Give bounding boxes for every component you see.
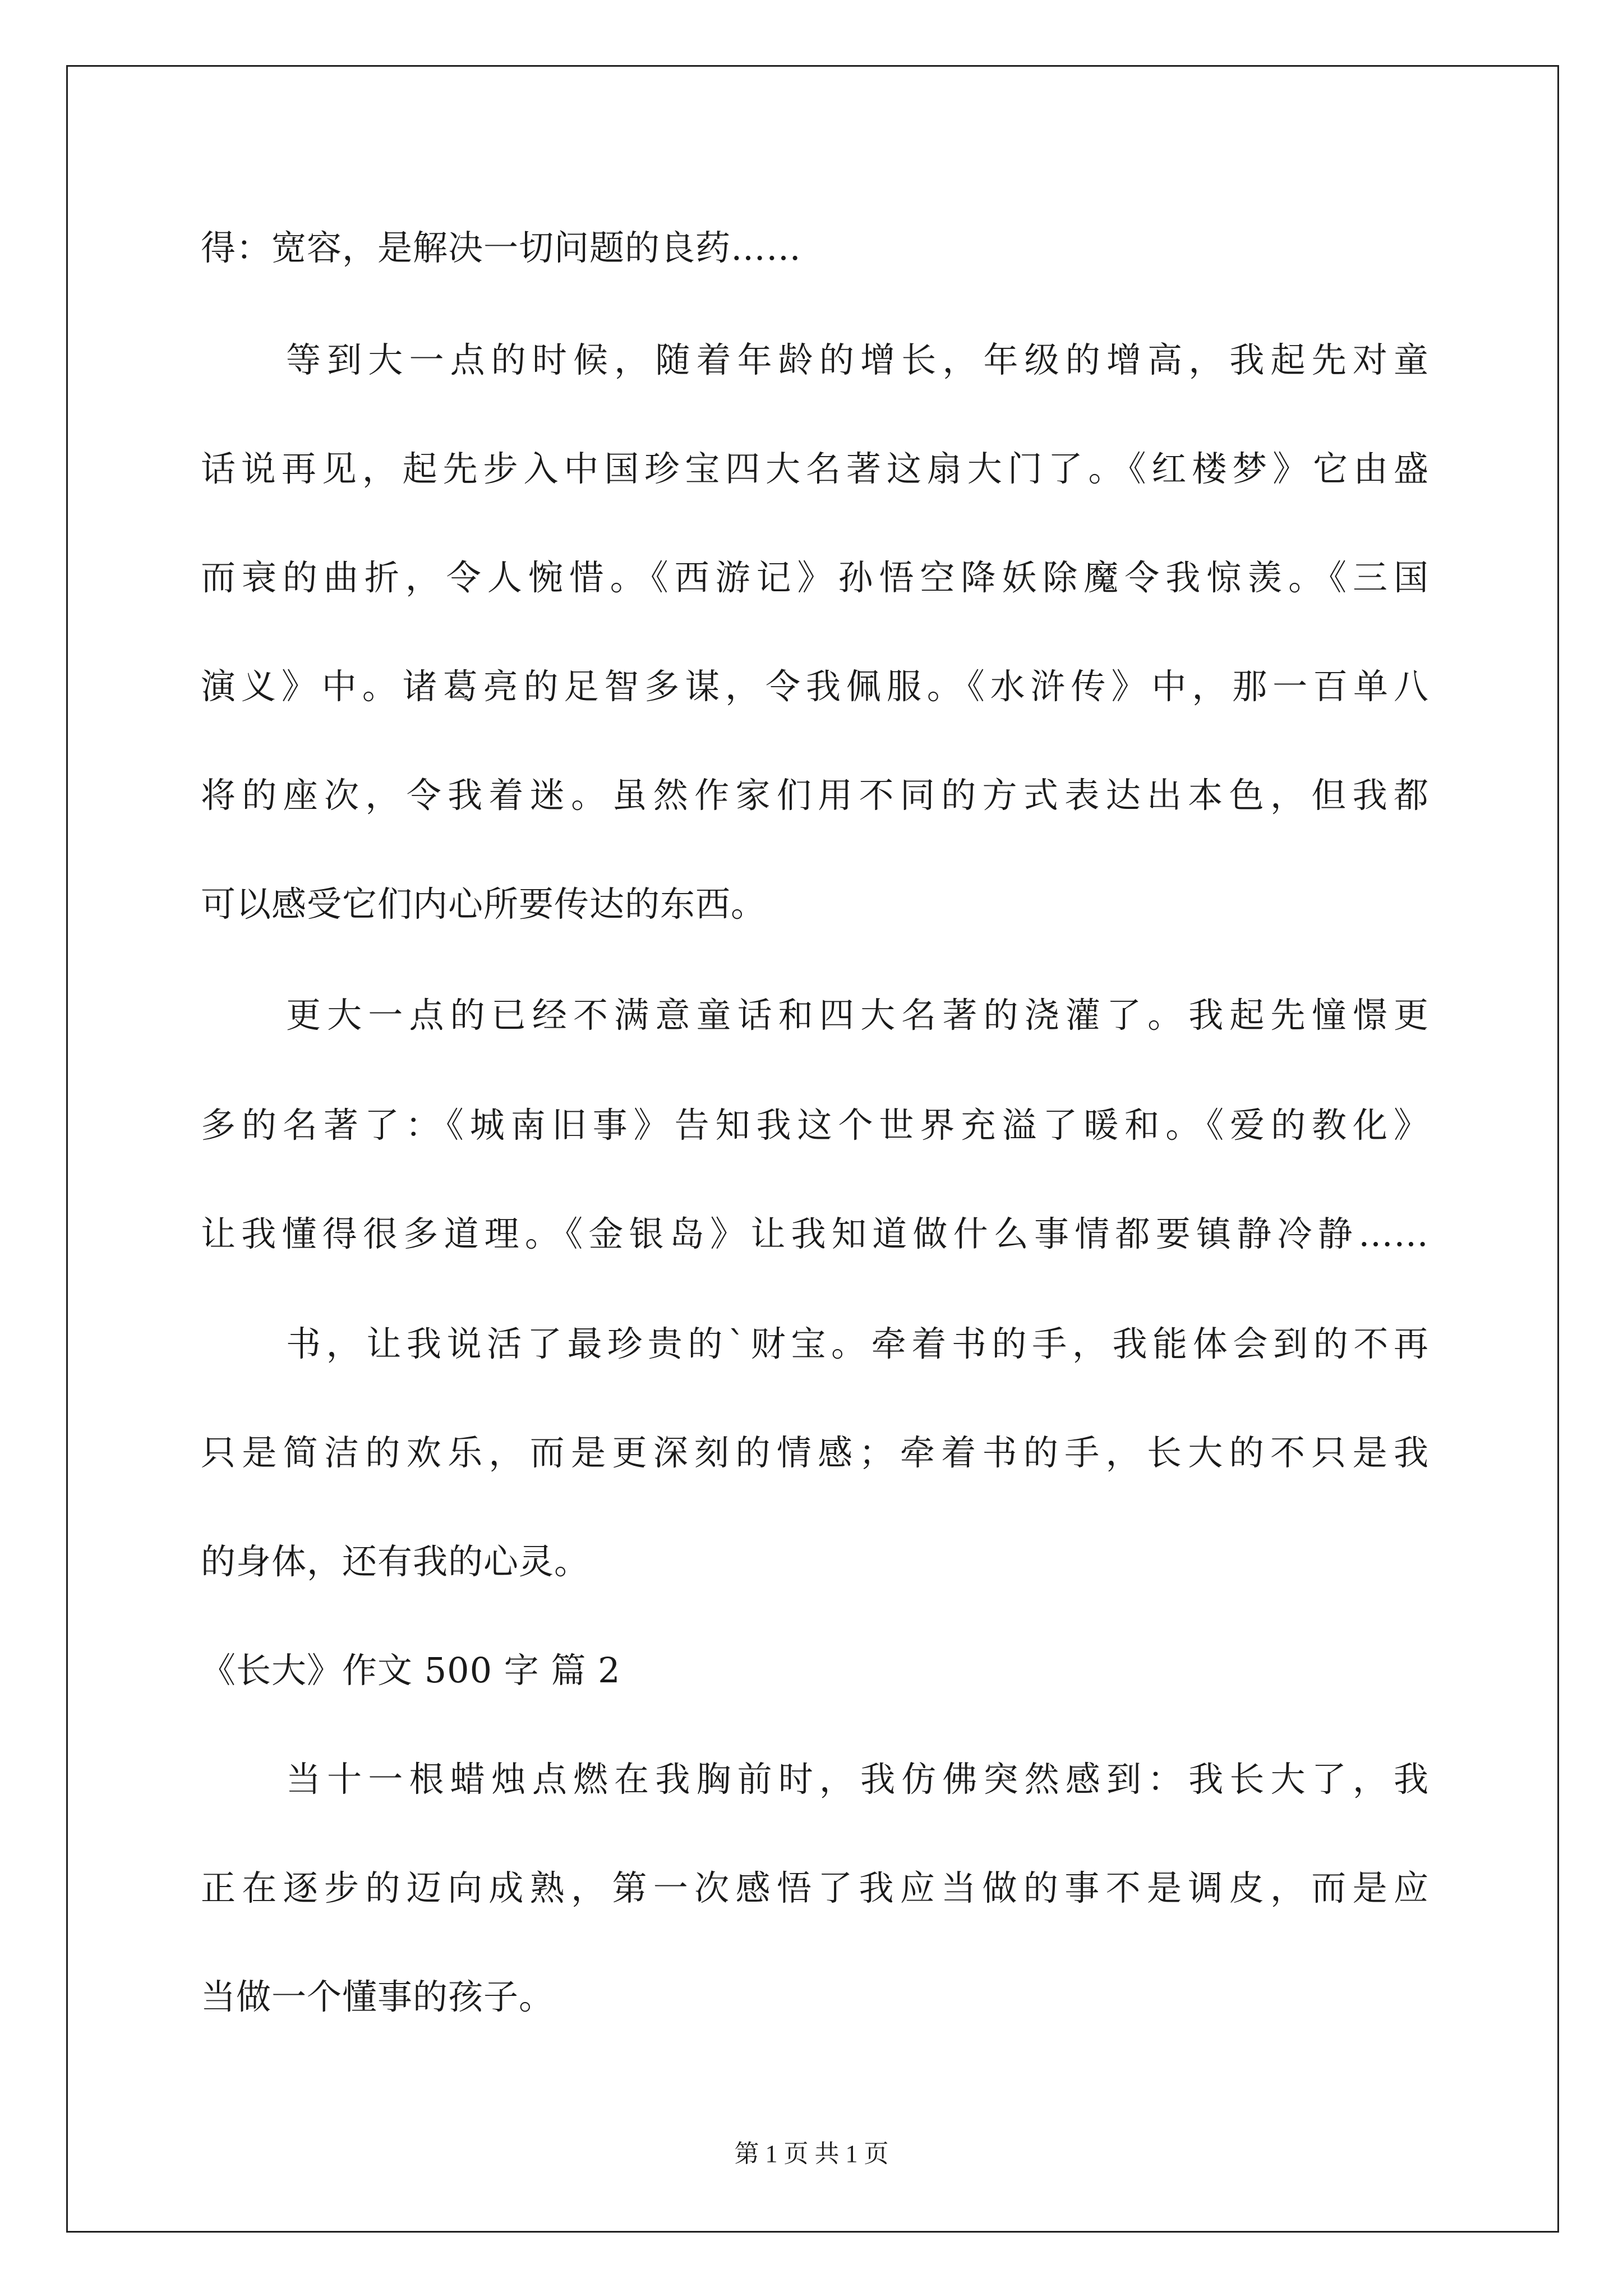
text-line: 得：宽容，是解决一切问题的良药…… <box>201 227 802 268</box>
text-line: 而衰的曲折，令人惋惜。《西游记》孙悟空降妖除魔令我惊羡。《三国 <box>201 557 1429 598</box>
text-line: 当十一根蜡烛点燃在我胸前时，我仿佛突然感到：我长大了，我 <box>286 1759 1429 1800</box>
text-line: 书，让我说活了最珍贵的`财宝。牵着书的手，我能体会到的不再 <box>286 1323 1429 1364</box>
text-line: 多的名著了：《城南旧事》告知我这个世界充溢了暖和。《爱的教化》 <box>201 1105 1429 1145</box>
text-line: 将的座次，令我着迷。虽然作家们用不同的方式表达出本色，但我都 <box>201 775 1429 816</box>
page-footer: 第 1 页 共 1 页 <box>734 2140 889 2168</box>
text-line: 话说再见，起先步入中国珍宝四大名著这扇大门了。《红楼梦》它由盛 <box>201 448 1429 489</box>
text-line: 只是简洁的欢乐，而是更深刻的情感；牵着书的手，长大的不只是我 <box>201 1432 1429 1473</box>
section-heading: 《长大》作文 500 字 篇 2 <box>201 1650 621 1691</box>
text-line: 等到大一点的时候，随着年龄的增长，年级的增高，我起先对童 <box>286 339 1429 380</box>
text-line: 当做一个懂事的孩子。 <box>201 1976 555 2017</box>
text-line: 的身体，还有我的心灵。 <box>201 1541 590 1582</box>
text-line: 更大一点的已经不满意童话和四大名著的浇灌了。我起先憧憬更 <box>286 995 1429 1036</box>
text-line: 可以感受它们内心所要传达的东西。 <box>201 884 767 924</box>
text-line: 演义》中。诸葛亮的足智多谋，令我佩服。《水浒传》中，那一百单八 <box>201 666 1429 707</box>
text-line: 正在逐步的迈向成熟，第一次感悟了我应当做的事不是调皮，而是应 <box>201 1867 1429 1908</box>
text-line: 让我懂得很多道理。《金银岛》让我知道做什么事情都要镇静冷静…… <box>201 1213 1429 1254</box>
